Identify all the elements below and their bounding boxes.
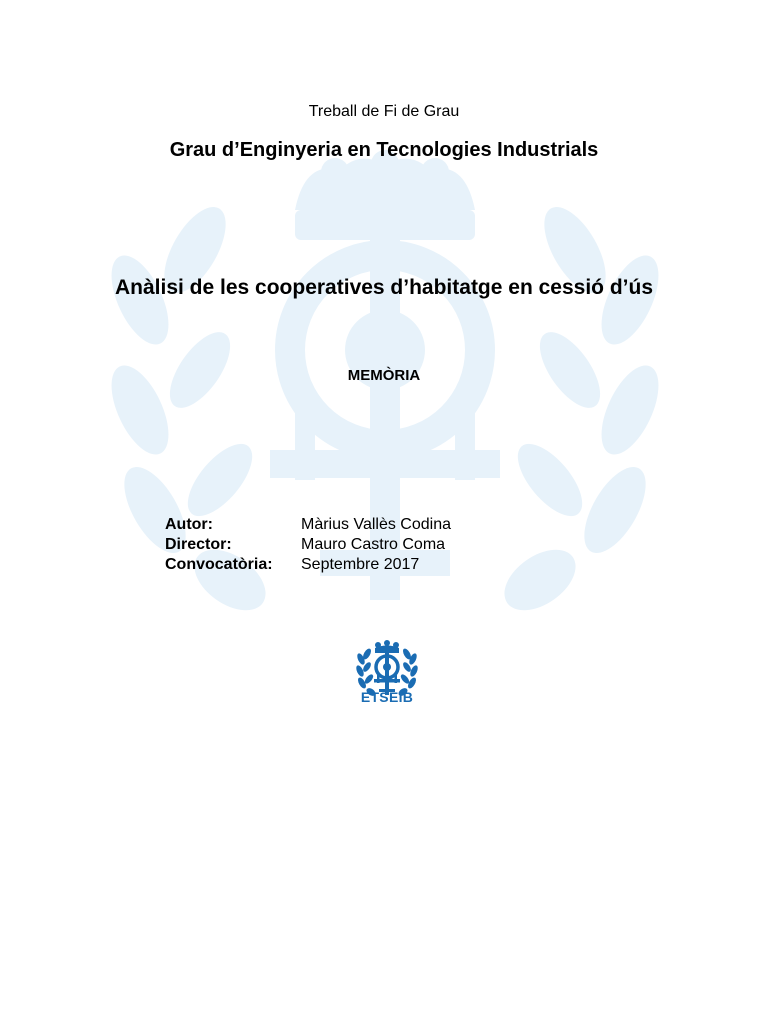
thesis-title: Anàlisi de les cooperatives d’habitatge en cessió d’ús: [114, 276, 653, 299]
thesis-type: Treball de Fi de Grau: [308, 103, 460, 120]
author-label: Autor:: [165, 516, 213, 533]
document-type: MEMÒRIA: [347, 367, 421, 384]
call-label: Convocatòria:: [165, 556, 273, 573]
thesis-metadata: [165, 515, 615, 575]
call-row: [165, 555, 615, 575]
author-value: Màrius Vallès Codina: [301, 516, 451, 533]
author-row: [165, 515, 615, 535]
degree-name: Grau d’Enginyeria en Tecnologies Industrials: [169, 139, 599, 161]
director-label: Director:: [165, 536, 232, 553]
logo-text: ETSEIB: [360, 689, 414, 705]
director-row: [165, 535, 615, 555]
call-value: Septembre 2017: [301, 556, 420, 573]
director-value: Mauro Castro Coma: [301, 536, 446, 553]
